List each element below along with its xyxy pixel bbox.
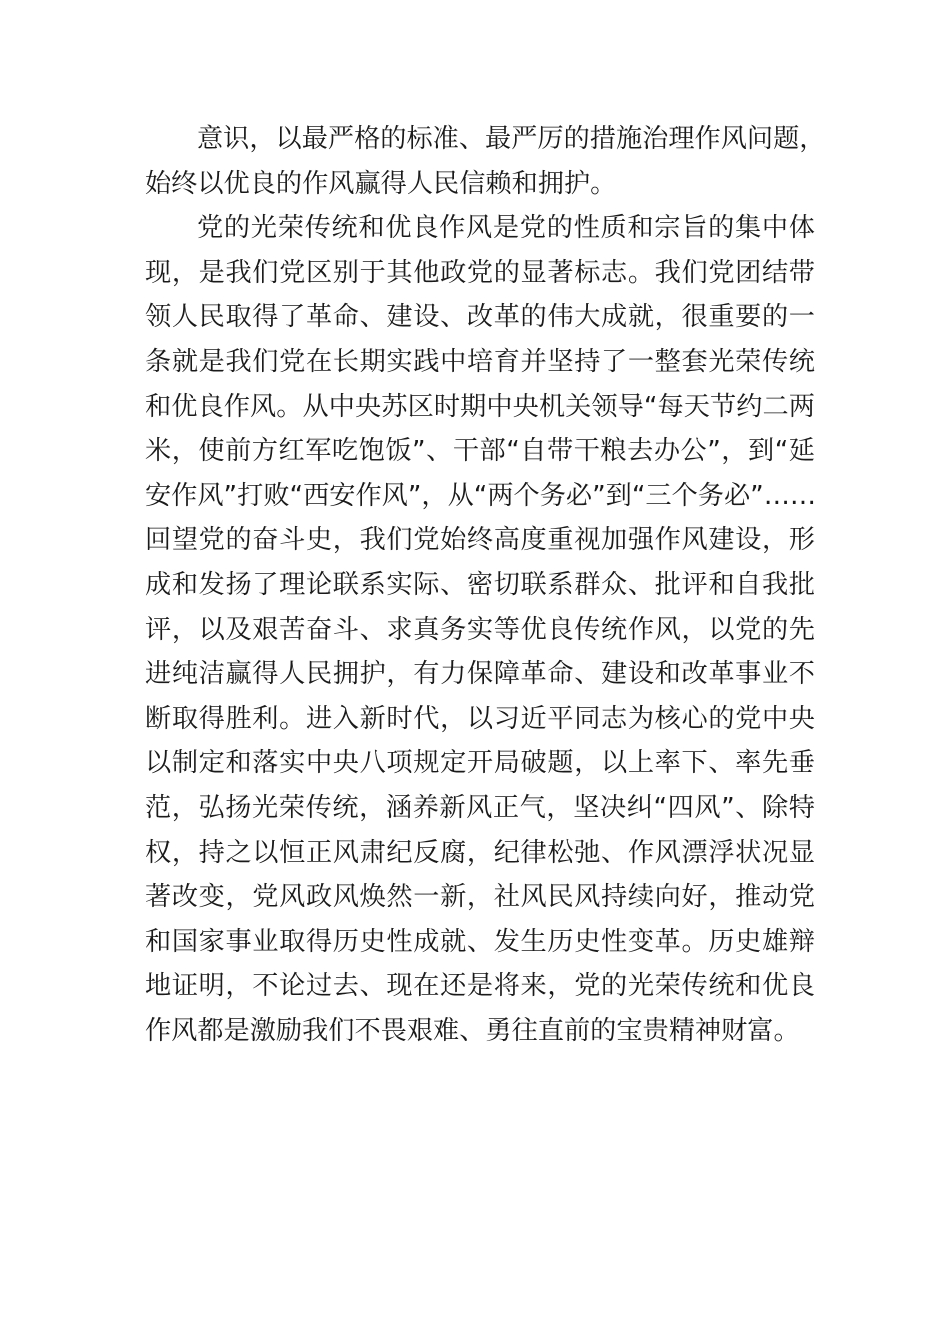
paragraph-2-line-15: 权，持之以恒正风肃纪反腐，纪律松弛、作风漂浮状况显 — [145, 837, 815, 868]
paragraph-2-line-9: 成和发扬了理论联系实际、密切联系群众、批评和自我批 — [145, 569, 815, 600]
paragraph-1-line-2: 始终以优良的作风赢得人民信赖和拥护。 — [145, 168, 617, 199]
paragraph-2-line-3: 领人民取得了革命、建设、改革的伟大成就，很重要的一 — [145, 302, 815, 333]
paragraph-2-line-6: 米，使前方红军吃饱饭”、干部“自带干粮去办公”，到“延 — [145, 436, 815, 467]
paragraph-2-line-4: 条就是我们党在长期实践中培育并坚持了一整套光荣传统 — [145, 346, 815, 377]
paragraph-2-line-14: 范，弘扬光荣传统，涵养新风正气，坚决纠“四风”、除特 — [145, 792, 815, 823]
paragraph-2-line-10: 评，以及艰苦奋斗、求真务实等优良传统作风，以党的先 — [145, 614, 815, 645]
paragraph-2-line-13: 以制定和落实中央八项规定开局破题，以上率下、率先垂 — [145, 748, 815, 779]
paragraph-2-line-18: 地证明，不论过去、现在还是将来，党的光荣传统和优良 — [145, 971, 815, 1002]
paragraph-2-line-19: 作风都是激励我们不畏艰难、勇往直前的宝贵精神财富。 — [145, 1015, 800, 1046]
paragraph-2-line-11: 进纯洁赢得人民拥护，有力保障革命、建设和改革事业不 — [145, 659, 815, 690]
paragraph-2-line-12: 断取得胜利。进入新时代，以习近平同志为核心的党中央 — [145, 703, 815, 734]
paragraph-2-line-8: 回望党的奋斗史，我们党始终高度重视加强作风建设，形 — [145, 525, 815, 556]
paragraph-2-line-7: 安作风”打败“西安作风”，从“两个务必”到“三个务必”…… — [145, 480, 817, 511]
paragraph-2-line-16: 著改变，党风政风焕然一新，社风民风持续向好，推动党 — [145, 882, 815, 913]
paragraph-1-line-1: 意识，以最严格的标准、最严厉的措施治理作风问题， — [197, 124, 826, 154]
paragraph-2-line-2: 现，是我们党区别于其他政党的显著标志。我们党团结带 — [145, 257, 815, 288]
paragraph-2-line-1: 党的光荣传统和优良作风是党的性质和宗旨的集中体 — [197, 213, 815, 244]
document-body — [145, 117, 826, 1053]
paragraph-2-line-17: 和国家事业取得历史性成就、发生历史性变革。历史雄辩 — [145, 926, 815, 957]
paragraph-2-line-5: 和优良作风。从中央苏区时期中央机关领导“每天节约二两 — [145, 391, 815, 422]
